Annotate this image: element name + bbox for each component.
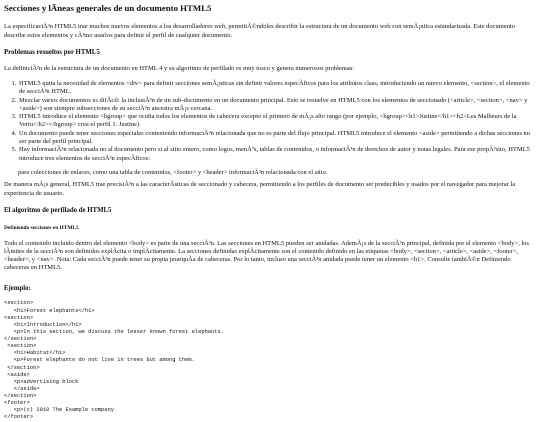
page-title: Secciones y lÃneas generales de un documento HTML5 [4, 3, 212, 13]
example-heading: Ejemplo: [4, 284, 31, 292]
problems-list-tail: para colecciones de enlaces, como una tabla de contenidos, <footer> y <header> informaciÃ³n relacionada con el sitio. [18, 169, 328, 176]
list-item: 1. HTML5 quita la necesidad de elementos <div> para definir secciones semÃ¡nticas sin definir valores especÃficos para los atributos class, introduciendo un nuevo elemento, <section>, el elemento de secciÃ³n HTML. [18, 80, 536, 97]
algorithm-heading: El algoritmo de perfilado de HTML5 [4, 206, 112, 214]
summary-paragraph: De manera mÃ¡s general, HTML5 trae precisiÃ³n a las caracterÃsticas de seccionado y cabecera, permitiendo a los perfiles de documento ser predecibles y usados por el navegador para mejorar la experiencia de usuario. [4, 181, 516, 197]
list-item: 2. Mezclar varios documentos es difÃcil: la inclusiÃ³n de un sub-documento en un documento principal. Esto se resuelve en HTML5 con los elementos de seccionado (<article>, <section>, <nav> y <aside>) son siempre subsecciones de su secciÃ³n ancestra mÃ¡s cercana. [18, 97, 536, 114]
list-item: 3. HTML5 introduce el elemento <hgroup> que oculta todos los elementos de cabecera excepto el primero de mÃ¡s alto rango (por ejemplo, <hgroup><h1>Justine</h1><h2>Les Malheurs de la Vertu</h2></hgroup> crea el perfil 1. Justine). [18, 113, 536, 130]
defining-sections-paragraph: Todo el contenido incluido dentro del elemento <body> es parte de una secciÃ³n. Las secciones en HTML5 pueden ser anidadas. AdemÃ¡s de la secciÃ³n principal, definida por el elemento <body>, los lÃmites de la secciÃ³n son definidos explÃcita o implÃcitamente. La secciones definidas explÃcitamente son el contenido definido en las etiquetas <body>, <section>, <article>, <aside>, <footer>, <header>, y <nav>. Nota: Cada secciÃ³n puede tener su propia jerarquÃa de cabeceras. Por lo tanto, incluso una secciÃ³n anidada puede tener un elemento <h1>. Consulte tambiÃ©n Definiendo cabeceras en HTML5. [4, 239, 529, 272]
intro-paragraph: La especificaciÃ³n HTML5 trae muchos nuevos elementos a los desarrolladores web, permitiÃ©ndoles describir la estructura de un documento web con semÃ¡ntica estandarizada. Este documento describe estos elementos y cÃ³mo usarlos para definir el perfil de cualquier documento. [4, 23, 516, 39]
problems-intro: La definiciÃ³n de la estructura de un documento en HTML 4 y su algoritmo de perfilado es muy tosco y genera numerosos problemas: [4, 64, 355, 72]
list-item: 5. Hay informaciÃ³n relacionada no al documento pero si al sitio entero, como logos, menÃºs, tablas de contenidos, o informaciÃ³n de derechos de autor y notas legales. Para ese propÃ³sito, HTML5 introduce tres elementos de secciÃ³n especÃficos: [18, 146, 536, 163]
problems-heading: Problemas resueltos por HTML5 [4, 48, 100, 56]
defining-sections-heading: Definiendo secciones en HTML5 [4, 224, 79, 231]
list-item: 4. Un documento puede tener secciones especiales conteniendo informaciÃ³n relacionada que no es parte del flujo principal. HTML5 introduce el elemento <aside> permitiendo a dichas secciones no ser parte del perfil principal. [18, 130, 536, 147]
code-example: <section> <h1>Forest elephants</h1> <section> <h1>Introduction</h1> <p>In this section, we discuss the lesser known forest elephants. </section> <section> <h1>Habitat</h1> <p>Forest elephants do not live in trees but among them. </section> <aside> <p>advertising block </aside> </section> <footer> <p>(c) 2010 The Example company </footer> [4, 300, 224, 421]
document-page [0, 3, 540, 421]
problems-list [4, 80, 536, 163]
